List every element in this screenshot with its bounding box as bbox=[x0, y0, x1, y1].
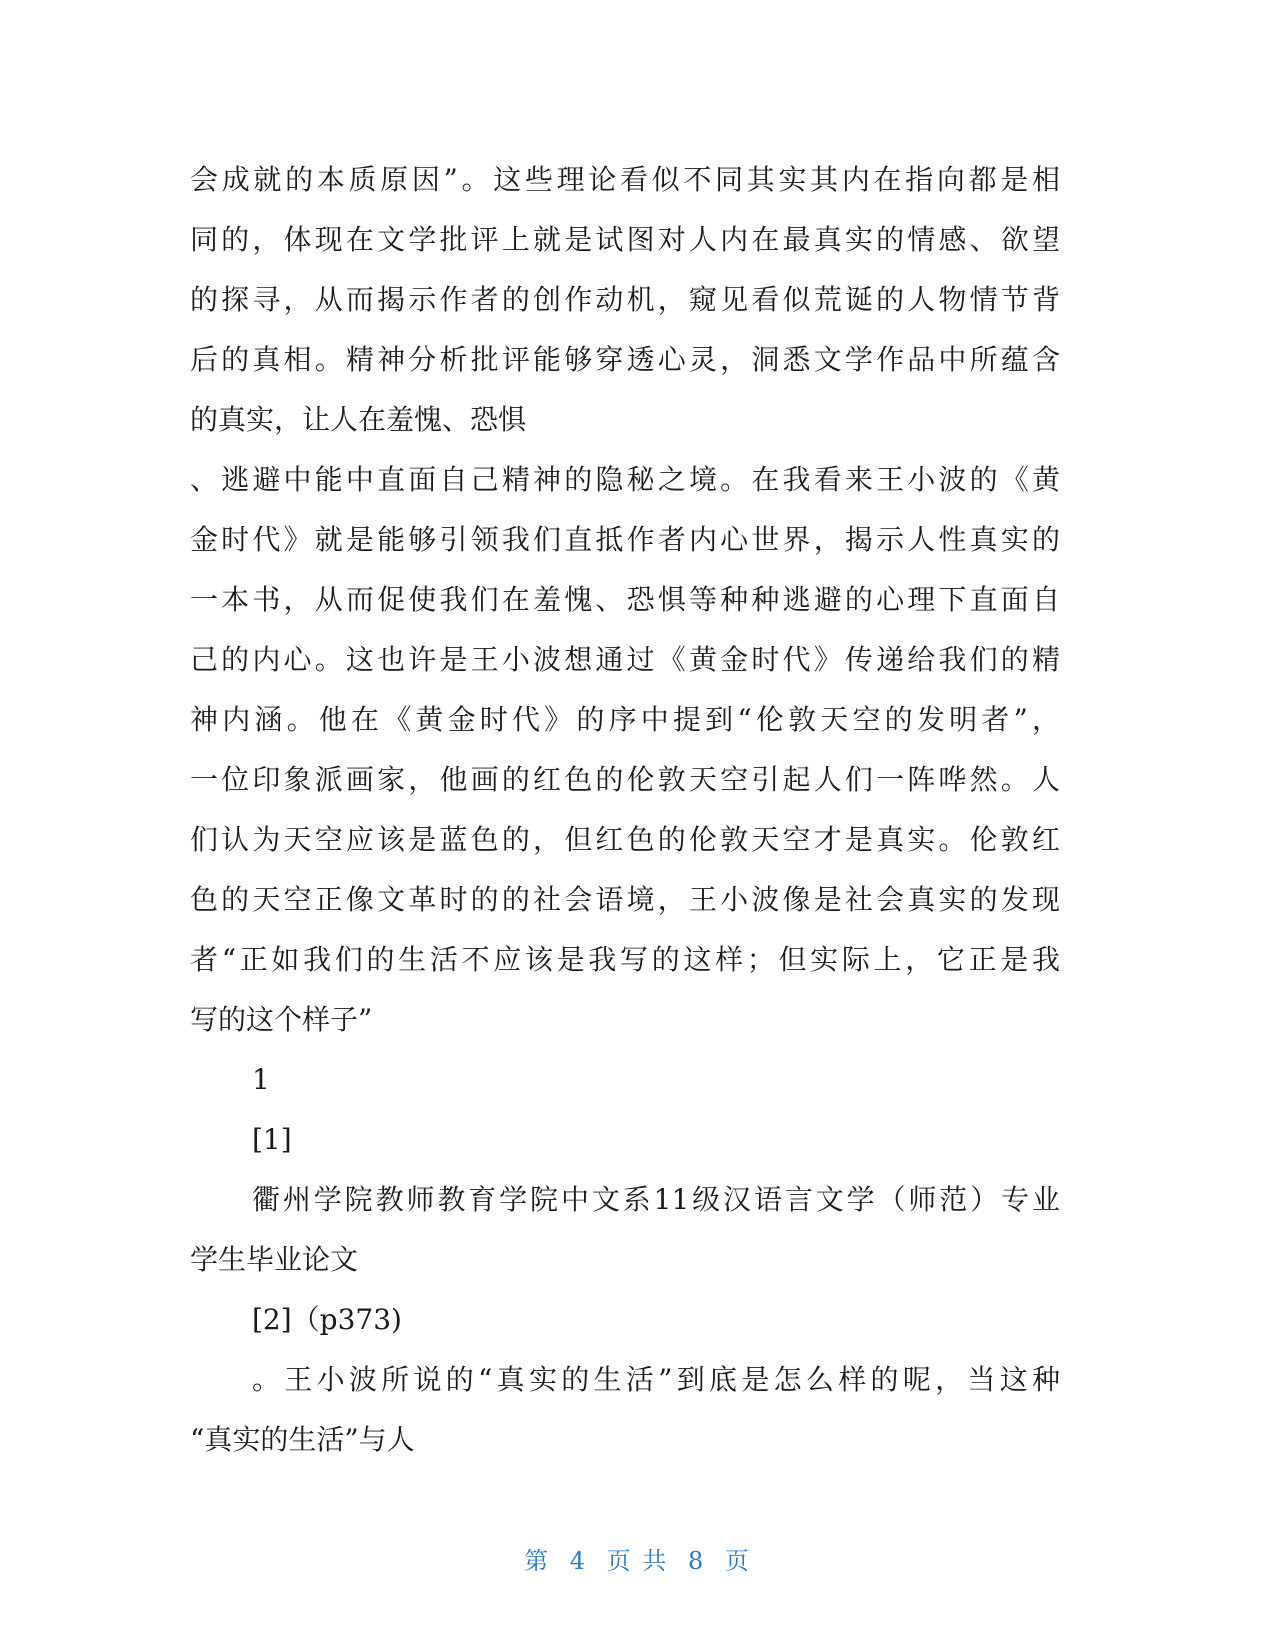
text-line: 们认为天空应该是蓝色的，但红色的伦敦天空才是真实。伦敦红 bbox=[190, 823, 1060, 856]
text-line: 的真实，让人在羞愧、恐惧 bbox=[190, 403, 527, 436]
footnote-mark: 1 bbox=[252, 1063, 270, 1096]
text-line: 写的这个样子” bbox=[190, 1003, 373, 1036]
reference-marker: [1] bbox=[252, 1123, 292, 1156]
text-line: 学生毕业论文 bbox=[190, 1243, 359, 1276]
reference-marker: [2]（p373) bbox=[252, 1303, 402, 1336]
footer-prefix: 第 bbox=[524, 1547, 551, 1575]
text-line: 的探寻，从而揭示作者的创作动机，窥见看似荒诞的人物情节背 bbox=[190, 283, 1060, 316]
text-line: 神内涵。他在《黄金时代》的序中提到“伦敦天空的发明者”， bbox=[190, 703, 1060, 736]
text-line: 一本书，从而促使我们在羞愧、恐惧等种种逃避的心理下直面自 bbox=[190, 583, 1060, 616]
text-line: “真实的生活”与人 bbox=[190, 1423, 415, 1456]
text-line: 一位印象派画家，他画的红色的伦敦天空引起人们一阵哗然。人 bbox=[190, 763, 1060, 796]
text-line: 己的内心。这也许是王小波想通过《黄金时代》传递给我们的精 bbox=[190, 643, 1060, 676]
paragraph-1 bbox=[190, 150, 1060, 450]
paragraph-3 bbox=[190, 1350, 1060, 1470]
paragraph-2 bbox=[190, 450, 1060, 1050]
affiliation-note bbox=[190, 1170, 1060, 1290]
text-line: 、逃避中能中直面自己精神的隐秘之境。在我看来王小波的《黄 bbox=[190, 463, 1060, 496]
body-text bbox=[190, 150, 1060, 1470]
text-line: 者“正如我们的生活不应该是我写的这样；但实际上，它正是我 bbox=[190, 943, 1060, 976]
text-line: 会成就的本质原因”。这些理论看似不同其实其内在指向都是相 bbox=[190, 163, 1060, 196]
footer-total-pages: 8 bbox=[687, 1547, 706, 1575]
text-line: 。王小波所说的“真实的生活”到底是怎么样的呢，当这种 bbox=[252, 1363, 1060, 1396]
text-line: 后的真相。精神分析批评能够穿透心灵，洞悉文学作品中所蕴含 bbox=[190, 343, 1060, 376]
footer-middle: 页 共 bbox=[606, 1547, 669, 1575]
footer-suffix: 页 bbox=[724, 1547, 751, 1575]
text-line: 金时代》就是能够引领我们直抵作者内心世界，揭示人性真实的 bbox=[190, 523, 1060, 556]
page-footer bbox=[0, 1541, 1275, 1576]
footer-page-number: 4 bbox=[569, 1547, 588, 1575]
text-line: 同的，体现在文学批评上就是试图对人内在最真实的情感、欲望 bbox=[190, 223, 1060, 256]
text-line: 衢州学院教师教育学院中文系11级汉语言文学（师范）专业 bbox=[252, 1183, 1060, 1216]
text-line: 色的天空正像文革时的的社会语境，王小波像是社会真实的发现 bbox=[190, 883, 1060, 916]
